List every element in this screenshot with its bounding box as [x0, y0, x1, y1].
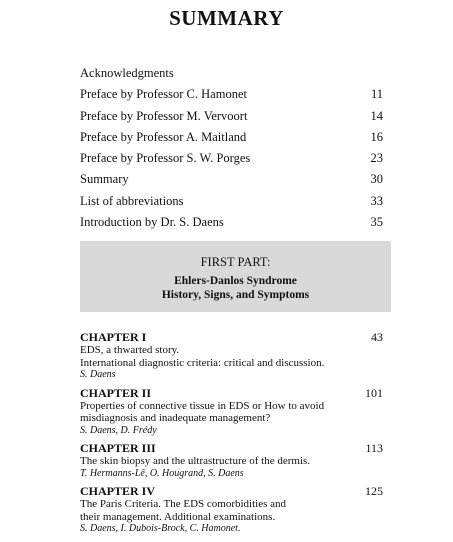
toc-entry-page: 33 — [370, 193, 383, 208]
chapter-page: 125 — [365, 484, 383, 498]
chapter-authors: T. Hermanns-Lê, O. Hougrand, S. Daens — [80, 467, 244, 479]
toc-entry-label: List of abbreviations — [80, 193, 184, 208]
toc-entry-label: Preface by Professor M. Vervoort — [80, 108, 248, 123]
chapter-heading-row — [80, 387, 383, 400]
toc-entry-preface-vervoort[interactable] — [80, 106, 383, 127]
toc-entry-summary[interactable] — [80, 169, 383, 190]
toc-entry-introduction[interactable] — [80, 212, 383, 233]
part-subtitle — [80, 274, 391, 302]
toc-entry-page: 30 — [370, 172, 383, 187]
toc-entry-label: Introduction by Dr. S. Daens — [80, 215, 224, 230]
toc-entry-label: Acknowledgments — [80, 66, 174, 80]
chapter-description: The skin biopsy and the ultrastructure of the dermis. — [80, 455, 311, 467]
front-matter-list — [80, 63, 383, 233]
chapter-entry-4[interactable] — [80, 485, 383, 535]
chapter-page: 113 — [365, 441, 383, 455]
chapter-page: 101 — [365, 385, 383, 400]
page-title: SUMMARY — [169, 6, 284, 30]
part-subtitle-line: History, Signs, and Symptoms — [161, 289, 310, 301]
part-heading-box — [80, 241, 391, 312]
toc-entry-preface-hamonet[interactable] — [80, 84, 383, 105]
chapter-description: misdiagnosis and inadequate management? — [80, 412, 271, 424]
toc-entry-page: 23 — [370, 151, 383, 166]
chapter-heading-row — [80, 442, 383, 455]
toc-entry-label: Preface by Professor S. W. Porges — [80, 151, 251, 166]
toc-entry-label: Preface by Professor C. Hamonet — [80, 87, 247, 102]
toc-entry-label: Preface by Professor A. Maitland — [80, 129, 247, 144]
chapter-heading-row — [80, 485, 383, 498]
chapter-heading: CHAPTER I — [80, 330, 147, 344]
toc-entry-page: 16 — [370, 129, 383, 144]
chapter-authors: S. Daens, D. Frédy — [80, 424, 157, 436]
toc-entry-acknowledgments[interactable] — [80, 63, 383, 84]
chapter-heading: CHAPTER III — [80, 441, 156, 455]
chapter-authors: S. Daens — [80, 369, 116, 380]
chapter-description: their management. Additional examinations. — [80, 510, 276, 523]
chapter-description: International diagnostic criteria: critical and discussion. — [80, 356, 325, 369]
chapter-description: The Paris Criteria. The EDS comorbidities and — [80, 498, 287, 510]
chapter-description: EDS, a thwarted story. — [80, 344, 180, 356]
toc-entry-label: Summary — [80, 172, 129, 187]
chapter-entry-3[interactable] — [80, 442, 383, 479]
chapter-heading: CHAPTER IV — [80, 484, 156, 498]
toc-entry-page: 35 — [370, 215, 383, 230]
toc-entry-preface-porges[interactable] — [80, 148, 383, 169]
chapter-heading-row — [80, 331, 383, 344]
chapter-page: 43 — [371, 330, 383, 344]
chapter-description: Properties of connective tissue in EDS or How to avoid — [80, 399, 325, 412]
part-subtitle-line: Ehlers-Danlos Syndrome — [174, 275, 297, 287]
chapter-entry-2[interactable] — [80, 387, 383, 437]
chapter-heading: CHAPTER II — [80, 385, 152, 400]
toc-entry-abbreviations[interactable] — [80, 191, 383, 212]
chapter-list — [80, 331, 383, 541]
part-label: FIRST PART: — [200, 255, 271, 269]
toc-entry-page: 11 — [370, 87, 383, 102]
chapter-authors: S. Daens, I. Dubois-Brock, C. Hamonet. — [80, 523, 241, 534]
toc-entry-preface-maitland[interactable] — [80, 127, 383, 148]
toc-entry-page: 14 — [370, 108, 383, 123]
chapter-entry-1[interactable] — [80, 331, 383, 381]
